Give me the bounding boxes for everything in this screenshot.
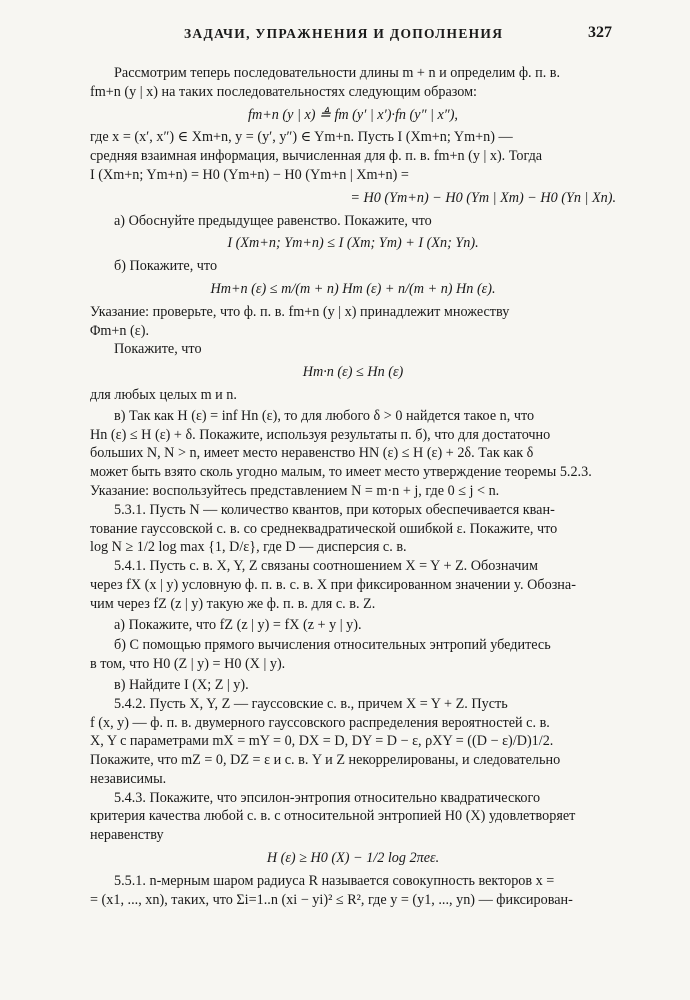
text-line: для любых целых m и n.: [90, 386, 237, 403]
text-line: fm+n (y | x) на таких последовательностях следующим образом:: [90, 83, 478, 100]
text-line: неравенству: [90, 827, 164, 844]
text-line: 5.4.1. Пусть с. в. X, Y, Z связаны соотношением X = Y + Z. Обозначим: [114, 558, 538, 575]
text-line: больших N, N > n, имеет место неравенство HN (ε) ≤ H (ε) + 2δ. Так как δ: [90, 445, 534, 462]
text-line: критерия качества любой с. в. с относительной энтропией H0 (X) удовлетворяет: [90, 808, 576, 825]
text-line: Указание: проверьте, что ф. п. в. fm+n (y | x) принадлежит множеству: [90, 303, 510, 320]
text-line: Покажите, что: [114, 341, 202, 358]
text-line: I (Xm+n; Ym+n) = H0 (Ym+n) − H0 (Ym+n | Xm+n) =: [90, 166, 409, 183]
text-line: где x = (x′, x″) ∈ Xm+n, y = (y′, y″) ∈ Ym+n. Пусть I (Xm+n; Ym+n) —: [90, 129, 513, 146]
text-line: через fX (x | y) условную ф. п. в. с. в. X при фиксированном значении y. Обозна-: [90, 576, 576, 593]
text-line: = (x1, ..., xn), таких, что Σi=1..n (xi − yi)² ≤ R², где y = (y1, ..., yn) — фиксирован-: [90, 891, 573, 908]
text-line: может быть взято сколь угодно малым, то имеет место утверждение теоремы 5.2.3.: [90, 464, 592, 481]
equation-line: H (ε) ≥ H0 (X) − 1/2 log 2πeε.: [266, 850, 440, 867]
text-line: Φm+n (ε).: [90, 322, 150, 339]
text-line: 5.3.1. Пусть N — количество квантов, при которых обеспечивается кван-: [114, 501, 555, 518]
running-title: ЗАДАЧИ, УПРАЖНЕНИЯ И ДОПОЛНЕНИЯ: [184, 26, 504, 41]
text-line: Покажите, что mZ = 0, DZ = ε и с. в. Y и Z некоррелированы, и следовательно: [90, 752, 561, 769]
equation-line: I (Xm+n; Ym+n) ≤ I (Xm; Ym) + I (Xn; Yn).: [227, 235, 479, 252]
equation-line: Hm·n (ε) ≤ Hn (ε): [302, 364, 404, 381]
text-line: в) Найдите I (X; Z | y).: [114, 676, 249, 693]
text-line: log N ≥ 1/2 log max {1, D/ε}, где D — дисперсия с. в.: [90, 539, 407, 556]
text-line: тование гауссовской с. в. со среднеквадратической ошибкой ε. Покажите, что: [90, 520, 558, 537]
text-line: 5.5.1. n-мерным шаром радиуса R называется совокупность векторов x =: [114, 872, 555, 889]
text-line: независимы.: [90, 770, 167, 787]
text-line: 5.4.3. Покажите, что эпсилон-энтропия относительно квадратического: [114, 789, 541, 806]
text-line: б) С помощью прямого вычисления относительных энтропий убедитесь: [114, 637, 551, 654]
text-line: а) Покажите, что fZ (z | y) = fX (z + y | y).: [114, 616, 362, 633]
page-body: [90, 64, 616, 909]
text-line: Указание: воспользуйтесь представлением N = m·n + j, где 0 ≤ j < n.: [90, 482, 500, 499]
text-line: а) Обоснуйте предыдущее равенство. Покажите, что: [114, 212, 432, 229]
text-line: 5.4.2. Пусть X, Y, Z — гауссовские с. в., причем X = Y + Z. Пусть: [114, 695, 508, 712]
text-line: Рассмотрим теперь последовательности длины m + n и определим ф. п. в.: [114, 65, 561, 81]
text-line: средняя взаимная информация, вычисленная для ф. п. в. fm+n (y | x). Тогда: [90, 148, 543, 165]
text-line: Hn (ε) ≤ H (ε) + δ. Покажите, используя результаты п. б), что для достаточно: [90, 426, 551, 443]
page-header: [0, 24, 690, 46]
text-line: б) Покажите, что: [114, 258, 218, 275]
text-line: чим через fZ (z | y) такую же ф. п. в. для с. в. Z.: [90, 595, 376, 612]
equation-line: = H0 (Ym+n) − H0 (Ym | Xm) − H0 (Yn | Xn).: [350, 189, 616, 206]
text-line: X, Y с параметрами mX = mY = 0, DX = D, DY = D − ε, ρXY = ((D − ε)/D)1/2.: [90, 733, 554, 750]
equation-line: fm+n (y | x) ≜ fm (y′ | x′)·fn (y″ | x″),: [248, 106, 458, 123]
text-line: в) Так как H (ε) = inf Hn (ε), то для любого δ > 0 найдется такое n, что: [114, 407, 535, 424]
text-line: f (x, y) — ф. п. в. двумерного гауссовского распределения вероятностей с. в.: [90, 714, 550, 731]
equation-line: Hm+n (ε) ≤ m/(m + n) Hm (ε) + n/(m + n) Hn (ε).: [210, 280, 496, 297]
text-line: в том, что H0 (Z | y) = H0 (X | y).: [90, 656, 286, 673]
page-number: 327: [588, 24, 612, 41]
